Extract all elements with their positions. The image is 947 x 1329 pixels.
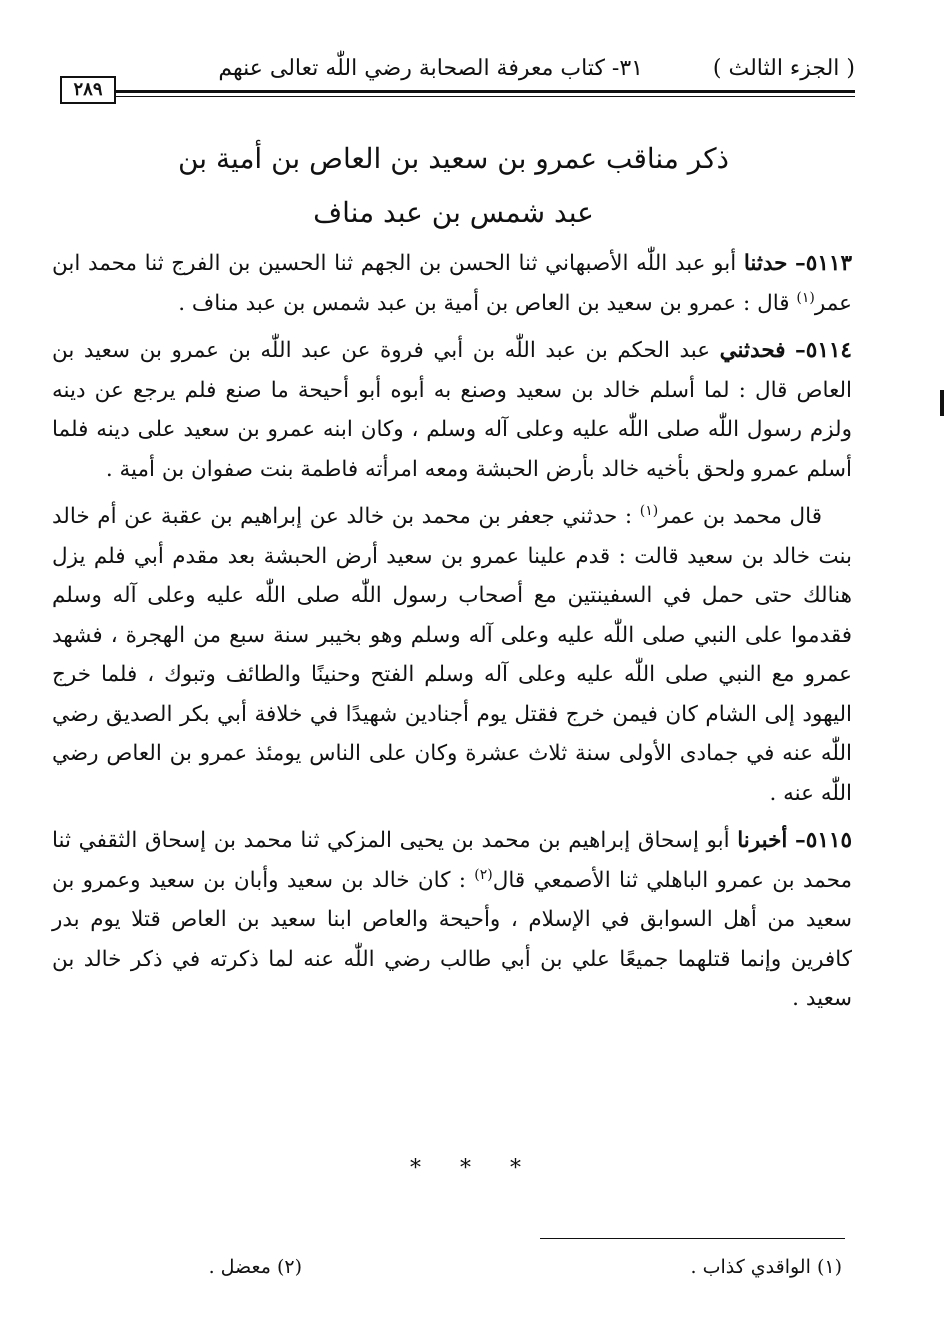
footnote-reference[interactable]: (٢) xyxy=(474,866,493,883)
narration-paragraph xyxy=(52,497,852,813)
header-rule xyxy=(112,90,855,93)
book-chapter-title: ٣١- كتاب معرفة الصحابة رضي اللّٰه تعالى عنهم xyxy=(218,56,643,81)
hadith-5113 xyxy=(52,244,852,323)
header-rule-thin xyxy=(112,96,855,97)
footnote-2 xyxy=(209,1256,302,1278)
footnote-reference[interactable]: (١) xyxy=(639,502,659,519)
hadith-text-continued: : كان خالد بن سعيد وأبان بن سعيد وعمرو بن سعيد من أهل السوابق في الإسلام ، وأحيحة والعاص ابنا سعيد بن العاص قتلا يوم بدر كافرين وإنما قتلهما جميعًا علي بن أبي طالب رضي اللّٰه عنه لما ذكرته في ذكر خالد بن سعيد . xyxy=(52,867,852,1011)
section-heading-line-1: ذكر مناقب عمرو بن سعيد بن العاص بن أمية بن xyxy=(177,142,730,175)
narration-verb: أخبرنا xyxy=(737,828,788,853)
footnote-rule xyxy=(540,1238,845,1239)
hadith-text: أبو إسحاق إبراهيم بن محمد بن يحيى المزكي ثنا محمد بن إسحاق الثقفي ثنا محمد بن عمرو الباهلي ثنا الأصمعي قال xyxy=(52,828,852,893)
footnote-reference[interactable]: (١) xyxy=(796,289,815,306)
body-text xyxy=(52,244,852,1027)
hadith-text: عبد الحكم بن عبد اللّٰه بن أبي فروة عن عبد اللّٰه بن عمرو بن سعيد بن العاص قال : لما أسلم خالد بن سعيد وصنع به أبوه أبو أحيحة ما صنع فلم يرجع عن دينه ولزم رسول اللّٰه صلى اللّٰه عليه وعلى آله وسلم ، وكان ابنه عمرو بن سعيد على دينه فلما أسلم عمرو ولحق بأخيه خالد بأرض الحبشة ومعه امرأته فاطمة بنت صفوان بن أمية . xyxy=(52,338,852,482)
footnote-mark: (١) xyxy=(816,1256,842,1278)
hadith-5115 xyxy=(52,821,852,1019)
scan-edge-mark xyxy=(940,390,944,416)
hadith-number: ٥١١٣– xyxy=(795,251,852,276)
page-header xyxy=(60,52,855,102)
hadith-text-continued: قال : عمرو بن سعيد بن العاص بن أمية بن عبد شمس بن عبد مناف . xyxy=(178,290,797,316)
footnote-text: الواقدي كذاب . xyxy=(690,1256,811,1278)
narration-text: قال محمد بن عمر xyxy=(658,504,822,529)
hadith-number: ٥١١٥– xyxy=(795,828,852,853)
narration-verb: فحدثني xyxy=(719,338,786,363)
volume-label: ( الجزء الثالث ) xyxy=(712,56,855,81)
narration-text-continued: : حدثني جعفر بن محمد بن خالد عن إبراهيم بن عقبة عن أم خالد بنت خالد بن سعيد قالت : قدم علينا عمرو بن سعيد أرض الحبشة بعد مقدم أبي فلم يزل هنالك حتى حمل في السفينتين مع أصحاب رسول اللّٰه صلى اللّٰه عليه وعلى آله وسلم فقدموا على النبي صلى اللّٰه عليه وعلى آله وسلم وهو بخيبر سنة سبع من الهجرة ، فشهد عمرو مع النبي صلى اللّٰه عليه وعلى آله وسلم الفتح وحنينًا والطائف وتبوك ، فلما خرج اليهود إلى الشام كان فيمن خرج فقتل يوم أجنادين شهيدًا في خلافة أبي بكر الصديق رضي اللّٰه عنه في جمادى الأولى سنة ثلاث عشرة وكان على الناس يومئذ عمرو بن العاص رضي اللّٰه عنه . xyxy=(52,504,852,806)
hadith-text: أبو عبد اللّٰه الأصبهاني ثنا الحسن بن الجهم ثنا الحسين بن الفرج ثنا محمد ابن عمر xyxy=(52,251,852,316)
hadith-number: ٥١١٤– xyxy=(795,338,852,363)
footnote-mark: (٢) xyxy=(276,1256,302,1278)
section-heading-line-2: عبد شمس بن عبد مناف xyxy=(313,196,594,229)
footnote-text: معضل . xyxy=(208,1256,271,1278)
section-separator: * * * xyxy=(410,1156,537,1181)
hadith-5114 xyxy=(52,331,852,489)
page-number: ٢٨٩ xyxy=(60,76,116,104)
footnote-1 xyxy=(690,1256,842,1278)
narration-verb: حدثنا xyxy=(743,251,788,276)
